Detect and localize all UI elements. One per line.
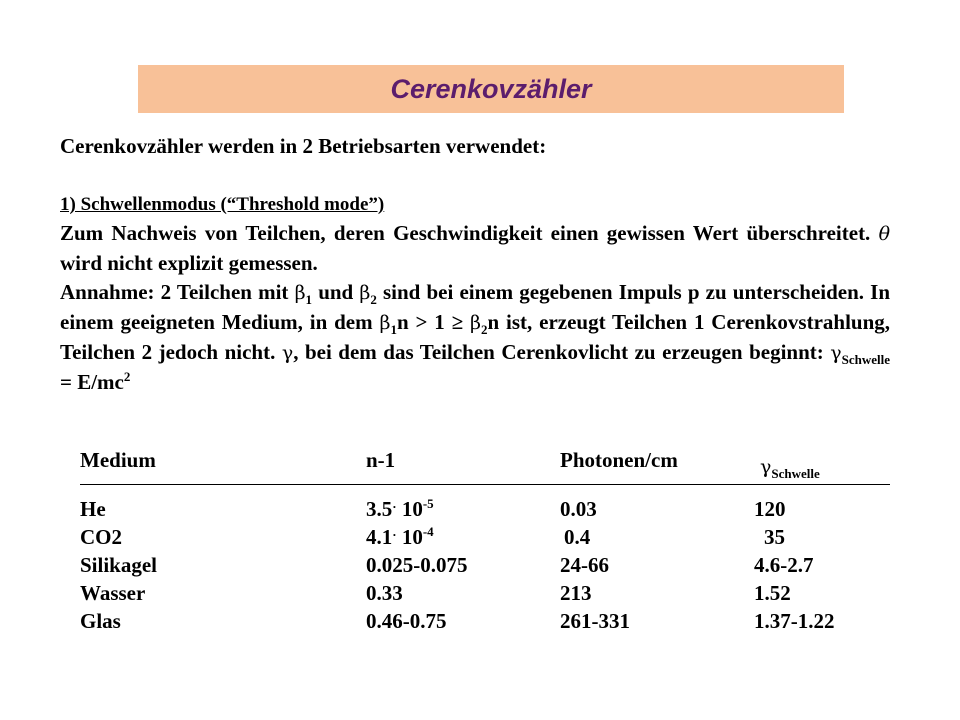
n-mantissa: 3.5 bbox=[366, 497, 393, 521]
cell-photonen: 24-66 bbox=[560, 553, 609, 577]
cell-photonen: 261-331 bbox=[560, 609, 630, 633]
n-exponent: -4 bbox=[422, 524, 434, 539]
table-row bbox=[80, 525, 890, 553]
para2-n-ist: n ist, erzeugt Teilchen 1 Cerenkovstrahlung, Teilchen 2 jedoch nicht. bbox=[60, 310, 891, 364]
table-row bbox=[80, 609, 890, 637]
multiplication-dot: · bbox=[392, 499, 397, 514]
exponent: 2 bbox=[123, 369, 131, 384]
cell-photonen: 0.4 bbox=[564, 525, 591, 549]
beta-symbol: β bbox=[379, 312, 391, 334]
intro-text: Cerenkovzähler werden in 2 Betriebsarten verwendet: bbox=[60, 134, 547, 158]
para2-text-b: sind bei einem gegebenen Impuls p zu unterscheiden. In einem geeigneten Medium, in dem bbox=[60, 280, 891, 334]
para1-text-a: Zum Nachweis von Teilchen, deren Geschwindigkeit einen gewissen Wert überschreitet. bbox=[60, 221, 871, 245]
beta-subscript: 1 bbox=[390, 322, 397, 338]
header-n-minus-1: n-1 bbox=[366, 448, 396, 472]
beta-subscript: 2 bbox=[370, 292, 377, 308]
slide-title: Cerenkovzähler bbox=[390, 73, 592, 104]
beta-symbol: β bbox=[359, 282, 371, 304]
n-base: 10 bbox=[401, 525, 423, 549]
cell-gamma: 35 bbox=[764, 525, 785, 549]
table-row bbox=[80, 553, 890, 581]
n-exponent: -5 bbox=[422, 496, 434, 511]
n-base: 10 bbox=[401, 497, 423, 521]
gamma-symbol: γ bbox=[760, 456, 772, 478]
cell-photonen: 0.03 bbox=[560, 497, 597, 521]
header-gamma bbox=[760, 454, 820, 482]
cell-photonen: 213 bbox=[560, 581, 592, 605]
mode-section bbox=[60, 191, 890, 397]
n-mantissa: 4.1 bbox=[366, 525, 393, 549]
gamma-symbol: γ bbox=[830, 342, 842, 364]
cell-gamma: 4.6-2.7 bbox=[754, 553, 814, 577]
mode-paragraph-1 bbox=[60, 219, 890, 278]
header-medium: Medium bbox=[80, 448, 156, 472]
para2-text-c: , bei dem das Teilchen Cerenkovlicht zu erzeugen beginnt: bbox=[293, 340, 824, 364]
schwelle-subscript: Schwelle bbox=[841, 352, 891, 368]
table-header bbox=[80, 448, 890, 484]
mode-heading: 1) Schwellenmodus (“Threshold mode”) bbox=[60, 194, 385, 215]
beta-symbol: β bbox=[294, 282, 306, 304]
title-banner bbox=[138, 65, 844, 113]
theta-symbol: θ bbox=[878, 223, 891, 245]
medium-table bbox=[80, 448, 890, 637]
para2-text-a: Annahme: 2 Teilchen mit bbox=[60, 280, 289, 304]
header-photonen: Photonen/cm bbox=[560, 448, 678, 472]
gamma-symbol: γ bbox=[281, 342, 294, 364]
mode-paragraph-2 bbox=[60, 278, 890, 397]
beta-subscript: 1 bbox=[305, 292, 313, 308]
cell-n-minus-1: 0.025-0.075 bbox=[366, 553, 468, 577]
cell-medium: He bbox=[80, 497, 106, 521]
cell-medium: Wasser bbox=[80, 581, 146, 605]
multiplication-dot: · bbox=[392, 527, 397, 542]
para2-equation: = E/mc bbox=[60, 370, 124, 394]
cell-medium: Silikagel bbox=[80, 553, 158, 577]
cell-gamma: 1.37-1.22 bbox=[754, 609, 835, 633]
para2-und: und bbox=[318, 280, 354, 304]
table-row bbox=[80, 497, 890, 525]
cell-n-minus-1: 0.46-0.75 bbox=[366, 609, 447, 633]
cell-medium: CO2 bbox=[80, 525, 122, 549]
cell-gamma: 120 bbox=[754, 497, 786, 521]
cell-n-minus-1: 0.33 bbox=[366, 581, 403, 605]
cell-n-minus-1 bbox=[366, 525, 434, 550]
table-row bbox=[80, 581, 890, 609]
header-rule bbox=[80, 484, 890, 485]
cell-medium: Glas bbox=[80, 609, 121, 633]
para1-text-b: wird nicht explizit gemessen. bbox=[60, 251, 318, 275]
para2-n-gt: n > 1 ≥ bbox=[396, 310, 464, 334]
cell-n-minus-1 bbox=[366, 497, 434, 522]
cell-gamma: 1.52 bbox=[754, 581, 791, 605]
header-gamma-subscript: Schwelle bbox=[771, 466, 820, 482]
beta-symbol: β bbox=[470, 312, 481, 334]
beta-subscript: 2 bbox=[481, 322, 488, 338]
